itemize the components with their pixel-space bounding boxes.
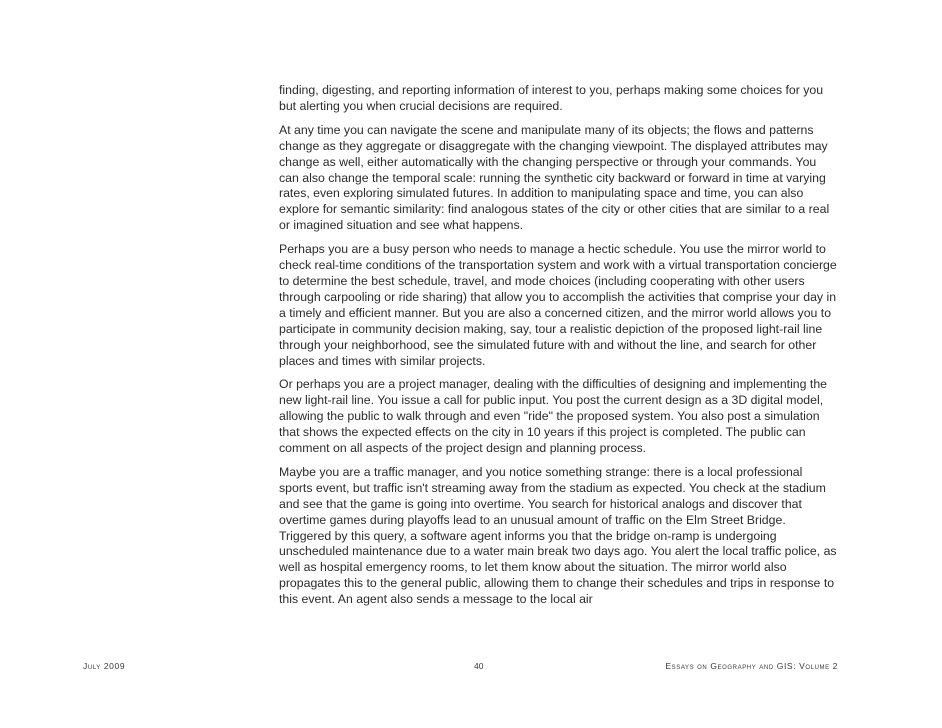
footer-date: July 2009: [83, 661, 126, 671]
paragraph: Maybe you are a traffic manager, and you notice something strange: there is a local professional sports event, but traffic isn't streaming away from the stadium as expected. You check at the stadium and see that the game is going into overtime. You search for historical analogs and discover that overtime games during playoffs lead to an unusual amount of traffic on the Elm Street Bridge. Triggered by this query, a software agent informs you that the bridge on-ramp is undergoing unscheduled maintenance due to a water main break two days ago. You alert the local traffic police, as well as hospital emergency rooms, to let them know about the situation. The mirror world also propagates this to the general public, allowing them to change their schedules and trips in response to this event. An agent also sends a message to the local air: [279, 464, 837, 607]
paragraph: At any time you can navigate the scene and manipulate many of its objects; the flows and patterns change as they aggregate or disaggregate with the changing viewpoint. The displayed attributes may change as well, either automatically with the changing perspective or through your commands. You can also change the temporal scale: running the synthetic city backward or forward in time at varying rates, even exploring simulated futures. In addition to manipulating space and time, you can also explore for semantic similarity: find analogous states of the city or other cities that are similar to a real or imagined situation and see what happens.: [279, 122, 830, 233]
paragraph: Or perhaps you are a project manager, dealing with the difficulties of designing and implementing the new light-rail line. You issue a call for public input. You post the current design as a 3D digital model, allowing the public to walk through and even "ride" the proposed system. You also post a simulation that shows the expected effects on the city in 10 years if this project is completed. The public can comment on all aspects of the project design and planning process.: [279, 377, 827, 456]
footer-publication-title: Essays on Geography and GIS: Volume 2: [665, 661, 838, 671]
body-text: [279, 83, 839, 616]
paragraph: finding, digesting, and reporting information of interest to you, perhaps making some choices for you but alerting you when crucial decisions are required.: [279, 83, 824, 113]
page-number: 40: [474, 661, 484, 671]
paragraph: Perhaps you are a busy person who needs to manage a hectic schedule. You use the mirror world to check real-time conditions of the transportation system and work with a virtual transportation concierge to determine the best schedule, travel, and mode choices (including cooperating with other users through carpooling or ride sharing) that allow you to accomplish the activities that comprise your day in a timely and efficient manner. But you are also a concerned citizen, and the mirror world allows you to participate in community decision making, say, tour a realistic depiction of the proposed light-rail line through your neighborhood, see the simulated future with and without the line, and search for other places and times with similar projects.: [279, 242, 837, 368]
